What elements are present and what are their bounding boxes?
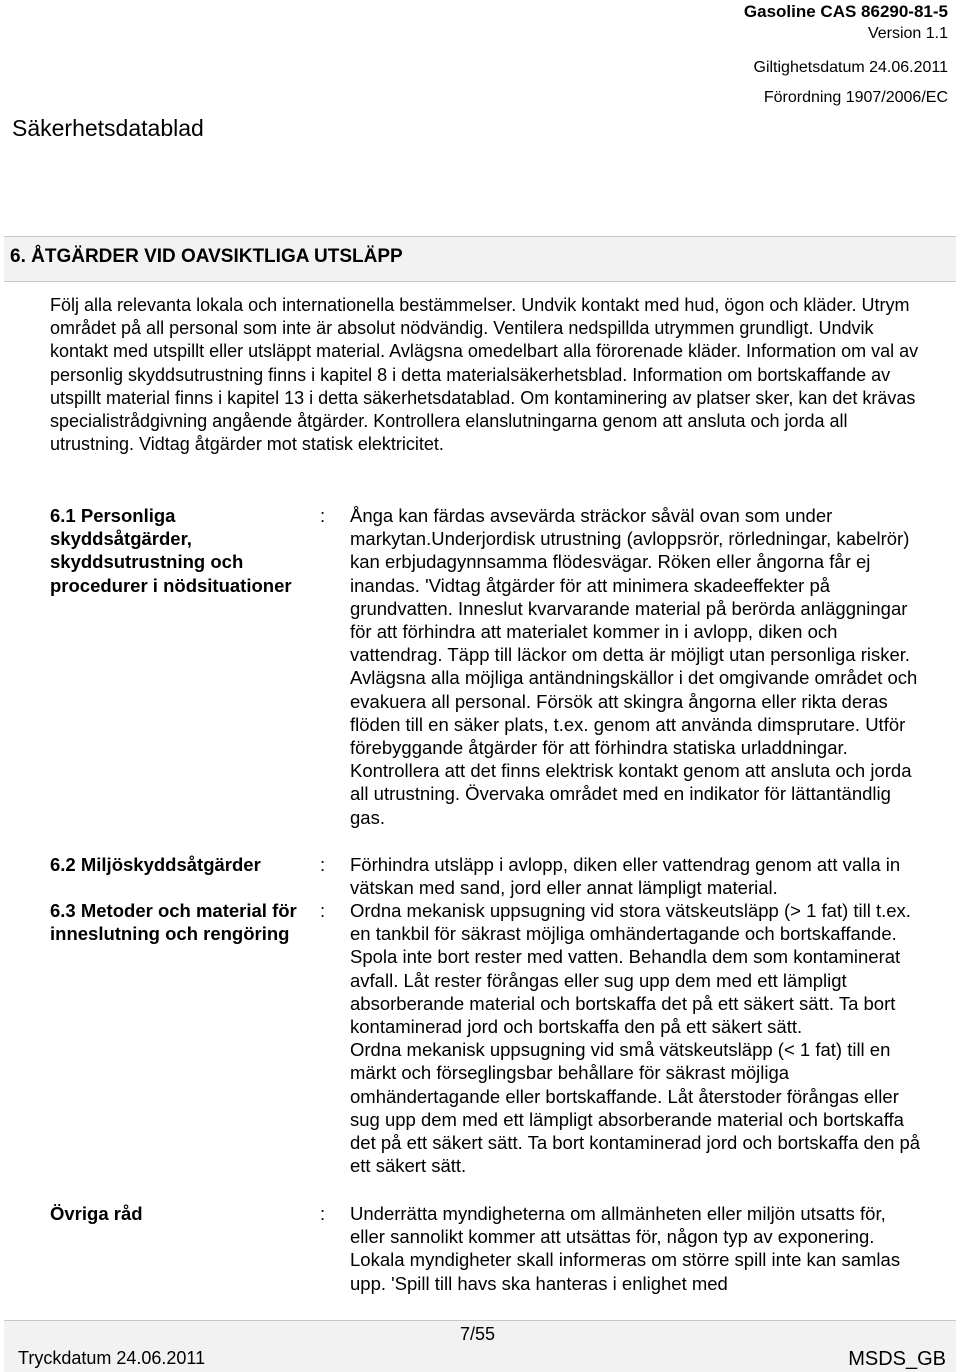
label-separator: : — [320, 505, 326, 526]
regulation-label: Förordning 1907/2006/EC — [763, 89, 948, 106]
section-heading: 6. ÅTGÄRDER VID OAVSIKTLIGA UTSLÄPP — [10, 246, 403, 267]
section-intro-text: Följ alla relevanta lokala och internationella bestämmelser. Undvik kontakt med hud, ögon och kläder. Utrym området på all personal som inte är absolut nödvändig. Ventilera nedspillda utrymmen grundligt. Undvik kontakt med utspillt eller utsläppt material. Avlägsna omedelbart alla förorenade kläder. Information om val av personlig skyddsutrustning finns i kapitel 8 i detta materialsäkerhetsblad. Information om bortskaffande av utspillt material finns i kapitel 13 i detta säkerhetsdatablad. Om kontaminering av platser sker, kan det krävas specialistrådgivning angående åtgärder. Kontrollera elanslutningarna genom att ansluta och jorda all utrustning. Vidtag åtgärder mot statisk elektricitet. — [50, 295, 919, 455]
subsection-content — [350, 853, 922, 899]
subsection-paragraph: Ånga kan färdas avsevärda sträckor såväl ovan som under markytan.Underjordisk utrustning (avloppsrör, rörledningar, kabelrör) kan erbjudagynnsamma flödesvägar. Röken eller ångorna får ej inandas. 'Vidtag åtgärder för att minimera skadeeffekter på grundvatten. Inneslut kvarvarande material på berörda anläggningar för att förhindra att materialet kommer in i avlopp, diken och vattendrag. Täpp till läckor om detta är möjligt utan personliga risker. Avlägsna alla möjliga antändningskällor i det omgivande området och evakuera all personal. Försök att skingra ångorna eller rikta deras flöden till en säker plats, t.ex. genom att använda dimsprutare. Utför förebyggande åtgärder för att förhindra statiska urladdningar. Kontrollera att det finns elektrisk kontakt genom att ansluta och jorda all utrustning. Övervaka området med en indikator för lättantändlig gas. — [350, 505, 918, 828]
subsection-content — [350, 899, 922, 1177]
label-separator: : — [320, 900, 326, 921]
subsection-content — [350, 504, 922, 829]
document-code: MSDS_GB — [848, 1348, 946, 1370]
subsection-content — [350, 1202, 922, 1295]
footer-divider — [4, 1320, 956, 1321]
document-title: Säkerhetsdatablad — [12, 115, 204, 141]
subsection-paragraph: Ordna mekanisk uppsugning vid små vätskeutsläpp (< 1 fat) till en märkt och förseglingsbar behållare för säkrast möjliga omhändertagande eller bortskaffande. Låt återstoder förångas eller sug upp dem med ett lämpligt absorberande material och bortskaffa det på ett säkert sätt. Ta bort kontaminerad jord och bortskaffa den på ett säkert sätt. — [350, 1039, 921, 1177]
page-number: 7/55 — [460, 1324, 496, 1344]
product-name: Gasoline CAS 86290-81-5 — [743, 2, 948, 21]
print-date: Tryckdatum 24.06.2011 — [18, 1348, 206, 1368]
subsection-label: 6.3 Metoder och material för inneslutning och rengöring — [50, 900, 297, 945]
subsection-paragraph: Underrätta myndigheterna om allmänheten eller miljön utsatts för, eller sannolikt kommer att utsättas för, någon typ av exponering. Lokala myndigheter skall informeras om större spill inte kan samlas upp. 'Spill till havs ska hanteras i enlighet med — [350, 1203, 901, 1294]
version-label: Version 1.1 — [867, 25, 948, 42]
subsection-paragraph: Ordna mekanisk uppsugning vid stora vätskeutsläpp (> 1 fat) till t.ex. en tankbil för säkrast möjliga omhändertagande och bortskaffande. Spola inte bort rester med vatten. Behandla dem som kontaminerat avfall. Låt rester förångas eller sug upp dem med ett lämpligt absorberande material och bortskaffa det på ett säkert sätt. Ta bort kontaminerad jord och bortskaffa den på ett säkert sätt. — [350, 900, 911, 1038]
label-separator: : — [320, 854, 326, 875]
subsection-label: 6.2 Miljöskyddsåtgärder — [50, 854, 261, 875]
subsection-label: Övriga råd — [50, 1203, 143, 1224]
label-separator: : — [320, 1203, 326, 1224]
subsection-label: 6.1 Personliga skyddsåtgärder, skyddsutrustning och procedurer i nödsituationer — [50, 505, 292, 596]
validity-date: Giltighetsdatum 24.06.2011 — [753, 59, 948, 76]
subsection-paragraph: Förhindra utsläpp i avlopp, diken eller vattendrag genom att valla in vätskan med sand, jord eller annat lämpligt material. — [350, 854, 901, 899]
